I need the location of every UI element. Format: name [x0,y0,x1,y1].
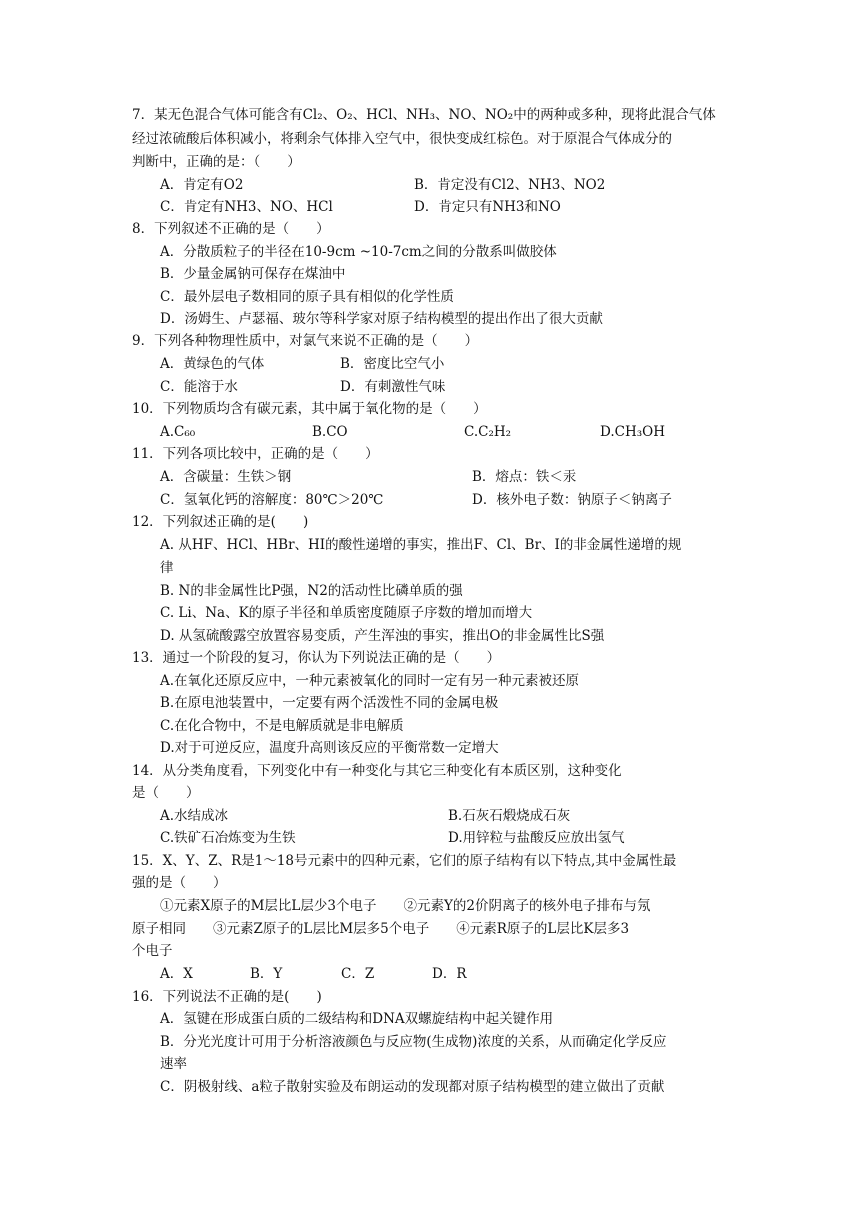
q7-stem-line-3: 判断中，正确的是：（ ） [132,154,301,170]
q16-option-b-line-2: 速率 [160,1056,187,1072]
q14-option-b: B.石灰石煅烧成石灰 [448,808,571,824]
q13-option-c: C.在化合物中，不是电解质就是非电解质 [160,718,404,734]
q12-option-d: D. 从氢硫酸露空放置容易变质，产生浑浊的事实，推出O的非金属性比S强 [160,628,605,644]
q15-body-line-2: 原子相同 ③元素Z原子的L层比M层多5个电子 ④元素R原子的L层比K层多3 [132,921,630,937]
q13-option-d: D.对于可逆反应，温度升高则该反应的平衡常数一定增大 [160,740,499,756]
q10-option-a: A.C₆₀ [160,424,196,440]
q9-option-a: A．黄绿色的气体 [160,356,265,372]
q7-option-d: D．肯定只有NH3和NO [414,199,561,215]
q15-option-d: D．R [432,966,467,982]
q16-option-b-line-1: B．分光光度计可用于分析溶液颜色与反应物(生成物)浓度的关系，从而确定化学反应 [160,1034,667,1050]
q10-option-b: B.CO [312,424,348,440]
q12-option-a-line-2: 律 [160,560,174,576]
q9-option-d: D．有刺激性气味 [340,379,446,395]
q16-option-a: A．氢键在形成蛋白质的二级结构和DNA双螺旋结构中起关键作用 [160,1011,554,1027]
q7-option-c: C．肯定有NH3、NO、HCl [160,199,333,215]
q8-option-d: D．汤姆生、卢瑟福、玻尔等科学家对原子结构模型的提出作出了很大贡献 [160,311,603,327]
q12-option-a-line-1: A. 从HF、HCl、HBr、HI的酸性递增的事实，推出F、Cl、Br、I的非金属性递增的规 [160,537,682,553]
q14-stem-line-2: 是（ ） [132,785,200,801]
q13-stem: 13．通过一个阶段的复习，你认为下列说法正确的是（ ） [132,650,501,666]
q11-option-d: D．核外电子数：钠原子＜钠离子 [472,492,672,508]
q11-stem: 11．下列各项比较中，正确的是（ ） [132,446,379,462]
q9-option-b: B．密度比空气小 [340,356,445,372]
q12-option-c: C. Li、Na、K的原子半径和单质密度随原子序数的增加而增大 [160,605,533,621]
q7-stem-line-2: 经过浓硫酸后体积减小，将剩余气体排入空气中，很快变成红棕色。对于原混合气体成分的 [132,131,672,147]
q15-body-line-1: ①元素X原子的M层比L层少3个电子 ②元素Y的2价阴离子的核外电子排布与氖 [160,898,651,914]
q11-option-c: C．氢氧化钙的溶解度：80℃＞20℃ [160,492,384,508]
q8-option-a: A．分散质粒子的半径在10-9cm ~10-7cm之间的分散系叫做胶体 [160,244,557,260]
q16-option-c: C．阴极射线、a粒子散射实验及布朗运动的发现都对原子结构模型的建立做出了贡献 [160,1079,665,1095]
q11-option-b: B．熔点：铁＜汞 [472,469,577,485]
q14-option-c: C.铁矿石冶炼变为生铁 [160,830,296,846]
q9-option-c: C．能溶于水 [160,379,238,395]
q8-option-c: C．最外层电子数相同的原子具有相似的化学性质 [160,289,454,305]
q14-stem-line-1: 14．从分类角度看，下列变化中有一种变化与其它三种变化有本质区别，这种变化 [132,763,622,779]
q10-option-c: C.C₂H₂ [464,424,512,440]
q14-option-d: D.用锌粒与盐酸反应放出氢气 [448,830,625,846]
q13-option-a: A.在氧化还原反应中，一种元素被氧化的同时一定有另一种元素被还原 [160,673,580,689]
q10-stem: 10．下列物质均含有碳元素，其中属于氧化物的是（ ） [132,401,487,417]
q8-stem: 8．下列叙述不正确的是（ ） [132,221,330,237]
q15-option-c: C．Z [341,966,375,982]
q15-option-a: A．X [160,966,193,982]
q12-option-b: B. N的非金属性比P强，N2的活动性比磷单质的强 [160,583,463,599]
q7-option-b: B．肯定没有Cl2、NH3、NO2 [414,177,606,193]
q11-option-a: A．含碳量：生铁＞钢 [160,469,292,485]
q14-option-a: A.水结成冰 [160,808,229,824]
q8-option-b: B．少量金属钠可保存在煤油中 [160,266,346,282]
q7-option-a: A．肯定有O2 [160,177,244,193]
q15-body-line-3: 个电子 [132,943,173,959]
q16-stem: 16．下列说法不正确的是( ) [132,989,322,1005]
q9-stem: 9．下列各种物理性质中，对氯气来说不正确的是（ ） [132,333,479,349]
q15-option-b: B．Y [250,966,283,982]
q15-stem-line-1: 15．X、Y、Z、R是1～18号元素中的四种元素，它们的原子结构有以下特点,其中金属性最 [132,853,677,869]
q13-option-b: B.在原电池装置中，一定要有两个活泼性不同的金属电极 [160,695,499,711]
q7-stem-line-1: 7．某无色混合气体可能含有Cl₂、O₂、HCl、NH₃、NO、NO₂中的两种或多种，现将此混合气体 [132,107,716,123]
q15-stem-line-2: 强的是（ ） [132,875,227,891]
q12-stem: 12．下列叙述正确的是( ) [132,514,309,530]
q10-option-d: D.CH₃OH [600,424,665,440]
